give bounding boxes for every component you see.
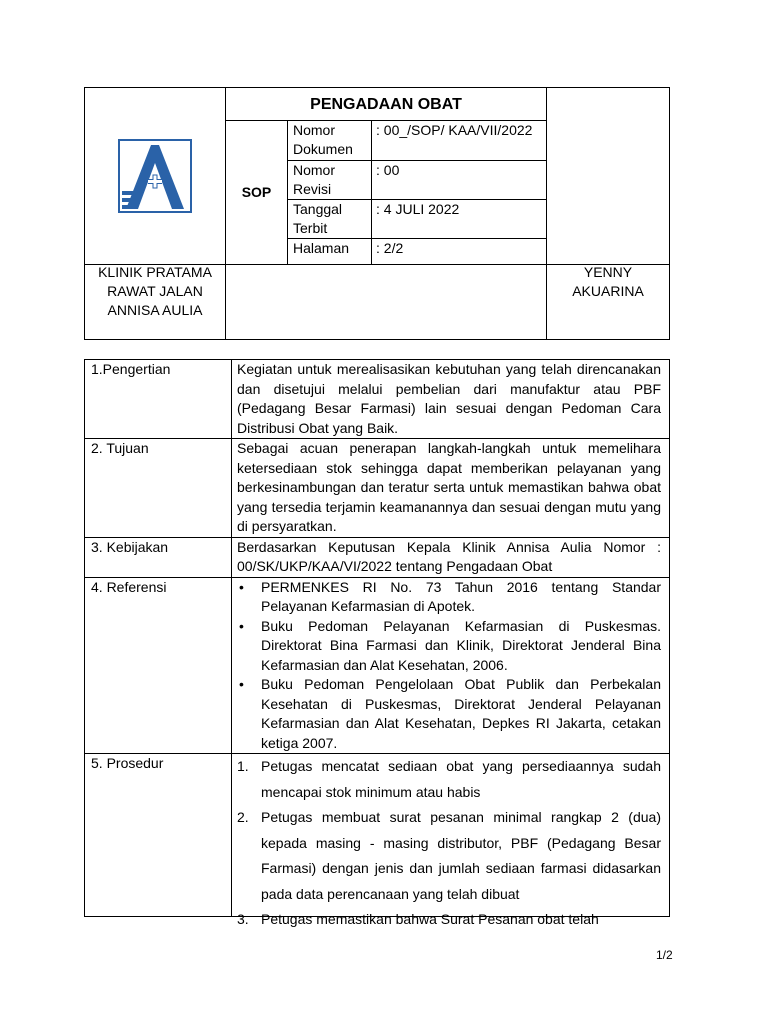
logo-cell	[85, 88, 226, 265]
meta-label-nomor-revisi: Nomor Revisi	[288, 161, 372, 200]
section-label-pengertian: 1.Pengertian	[85, 360, 232, 439]
meta-label-tanggal-terbit: Tanggal Terbit	[288, 200, 372, 239]
sop-header-bottom	[84, 263, 670, 340]
section-list-prosedur	[232, 754, 670, 927]
empty-cell	[226, 263, 547, 340]
section-label-prosedur: 5. Prosedur	[85, 754, 232, 917]
meta-label-halaman: Halaman	[288, 239, 372, 265]
meta-label-nomor-dokumen: Nomor Dokumen	[288, 121, 372, 161]
list-item: 3. Petugas memastikan bahwa Surat Pesanan obat telah	[237, 911, 599, 927]
meta-value-nomor-dokumen: : 00_/SOP/ KAA/VII/2022	[372, 121, 547, 161]
list-item: • Buku Pedoman Pengelolaan Obat Publik dan Perbekalan Kesehatan di Puskesmas, Direktorat Jenderal Pelayanan Kefarmasian dan Alat Kesehatan, Depkes RI Jakarta, cetakan ketiga 2007.	[237, 675, 661, 753]
sop-label: SOP	[226, 121, 288, 265]
sop-header-table	[84, 87, 670, 265]
signature-cell	[547, 88, 670, 265]
section-label-kebijakan: 3. Kebijakan	[85, 537, 232, 577]
section-label-referensi: 4. Referensi	[85, 577, 232, 754]
clinic-name: KLINIK PRATAMA RAWAT JALAN ANNISA AULIA	[85, 263, 226, 340]
section-text-tujuan: Sebagai acuan penerapan langkah-langkah untuk memelihara ketersediaan stok sehingga dapat memberikan pelayanan yang berkesinambungan dan teratur serta untuk memastikan bahwa obat yang tersedia terjamin keamanannya dan sesuai dengan mutu yang di persyaratkan.	[232, 439, 670, 538]
sop-content-table	[84, 359, 670, 927]
list-item: • PERMENKES RI No. 73 Tahun 2016 tentang Standar Pelayanan Kefarmasian di Apotek.	[237, 578, 661, 617]
document-title: PENGADAAN OBAT	[226, 88, 547, 121]
section-text-pengertian: Kegiatan untuk merealisasikan kebutuhan yang telah direncanakan dan disetujui melalui pembelian dari manufaktur atau PBF (Pedagang Besar Farmasi) lain sesuai dengan Pedoman Cara Distribusi Obat yang Baik.	[232, 360, 670, 439]
section-label-tujuan: 2. Tujuan	[85, 439, 232, 538]
list-item: 2. Petugas membuat surat pesanan minimal rangkap 2 (dua) kepada masing - masing distributor, PBF (Pedagang Besar Farmasi) dengan jenis dan jumlah sediaan farmasi didasarkan pada data perencanaan yang telah dibuat	[237, 809, 661, 902]
page-number: 1/2	[656, 948, 673, 962]
signer-name: YENNY AKUARINA	[547, 263, 670, 340]
meta-value-nomor-revisi: : 00	[372, 161, 547, 200]
section-text-kebijakan: Berdasarkan Keputusan Kepala Klinik Annisa Aulia Nomor : 00/SK/UKP/KAA/VI/2022 tentang Pengadaan Obat	[232, 537, 670, 577]
meta-value-halaman: : 2/2	[372, 239, 547, 265]
list-item: • Buku Pedoman Pelayanan Kefarmasian di Puskesmas. Direktorat Bina Farmasi dan Klinik, Direktorat Jenderal Bina Kefarmasian dan Alat Kesehatan, 2006.	[237, 617, 661, 676]
clinic-logo-icon	[118, 139, 192, 213]
list-item: 1. Petugas mencatat sediaan obat yang persediaannya sudah mencapai stok minimum atau habis	[237, 758, 661, 800]
meta-value-tanggal-terbit: : 4 JULI 2022	[372, 200, 547, 239]
section-list-referensi	[232, 577, 670, 754]
